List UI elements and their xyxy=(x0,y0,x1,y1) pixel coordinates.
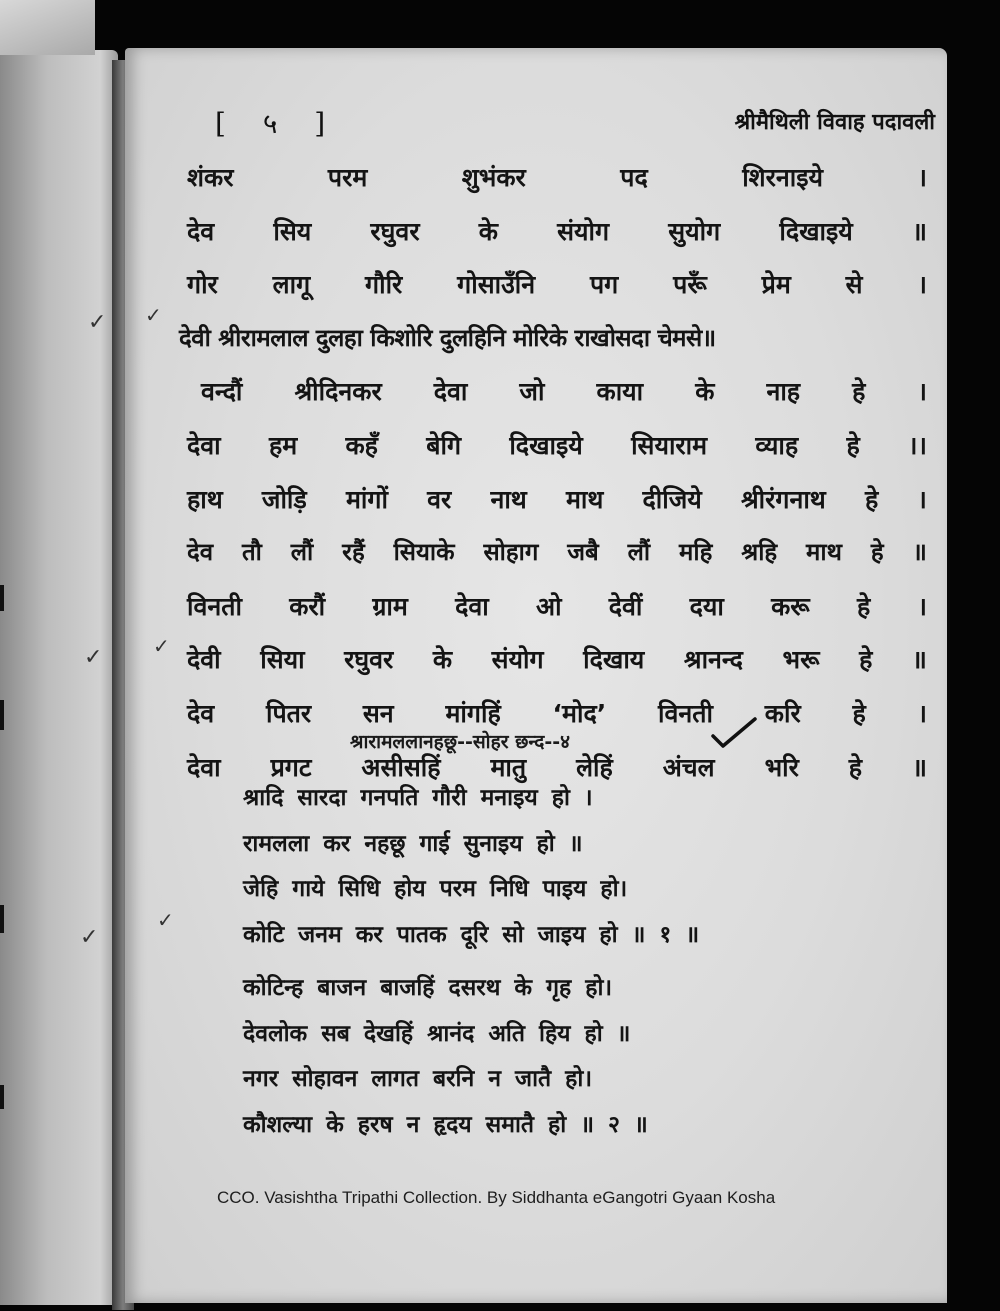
verse-word: परूँ xyxy=(673,270,707,300)
verse-word: वन्दौं xyxy=(201,377,243,407)
verse-danda: । xyxy=(917,698,927,728)
verse-word: गोसाउँनि xyxy=(457,270,536,300)
verse-word: रघुवर xyxy=(370,216,420,246)
verse-line xyxy=(187,589,927,643)
verse-word: पितर xyxy=(265,698,312,728)
margin-pen-mark: ✓ xyxy=(145,303,162,327)
verse-word: हे xyxy=(870,538,884,567)
verse-word: गौरि xyxy=(365,270,403,300)
verse-word: दिखाइये xyxy=(779,216,853,246)
verse-word: नाह xyxy=(766,377,801,407)
verse-word: देवा xyxy=(433,377,468,407)
verse-word: देवा xyxy=(187,430,221,460)
book-page xyxy=(125,48,947,1303)
page-number: [ ५ ] xyxy=(215,107,340,140)
verse-danda: ।। xyxy=(908,430,927,460)
verse-word: ‘मोद’ xyxy=(552,698,607,728)
verse-word: लागू xyxy=(272,270,311,300)
verse-word: जोड़ि xyxy=(261,484,307,514)
verse-word: सन xyxy=(362,698,394,728)
verse-word: के xyxy=(478,216,498,246)
verse-word: हे xyxy=(859,645,873,675)
verse-word: शिरनाइये xyxy=(742,163,824,192)
verse-word: देवा xyxy=(455,591,489,621)
left-facing-page xyxy=(0,50,118,1305)
verse-danda: ॥ xyxy=(912,538,927,567)
verse-word: लौं xyxy=(627,538,651,567)
verse-word: दिखाइये xyxy=(509,430,583,460)
verse-word: पग xyxy=(589,270,619,300)
margin-tick-mark: ✓ xyxy=(84,645,103,670)
verse-word: विनती xyxy=(187,591,242,621)
verse-word: जबै xyxy=(567,538,599,567)
verse-word: लौं xyxy=(290,538,314,567)
verse-word: मांगहिं xyxy=(445,698,501,728)
verse-word: शंकर xyxy=(187,163,234,192)
verse-line xyxy=(187,267,927,321)
verse-word: तौ xyxy=(241,538,262,567)
song-line: नगर सोहावन लागत बरनि न जातै हो। xyxy=(243,1066,593,1092)
verse-word: देवा xyxy=(187,752,221,782)
verse-word: वर xyxy=(427,484,452,514)
verse-word: महि xyxy=(679,538,713,567)
margin-tick-mark: ✓ xyxy=(88,310,107,335)
verse-word: सुयोग xyxy=(668,216,721,246)
song-line: कोटि जनम कर पातक दूरि सो जाइय हो ॥ १ ॥ xyxy=(243,921,700,948)
verse-word: देवी श्रीरामलाल दुलहा किशोरि दुलहिनि मोरिके राखोसदा चेमसे॥ xyxy=(179,323,716,352)
verse-word: हे xyxy=(852,377,866,407)
verse-block xyxy=(179,160,927,803)
verse-word: मांगों xyxy=(345,484,388,514)
verse-danda: । xyxy=(917,270,927,300)
verse-word: असीसहिं xyxy=(361,752,441,782)
verse-word: नाथ xyxy=(490,484,527,514)
verse-word: देव xyxy=(187,698,215,728)
verse-line xyxy=(187,214,927,268)
verse-word: रघुवर xyxy=(344,645,394,675)
verse-line xyxy=(187,642,927,696)
verse-word: के xyxy=(432,645,453,675)
verse-word: हाथ xyxy=(187,484,223,514)
verse-word: करौं xyxy=(289,591,326,621)
verse-word: शुभंकर xyxy=(461,163,526,192)
verse-word: करि xyxy=(764,698,801,728)
verse-danda: । xyxy=(917,377,927,407)
verse-word: संयोग xyxy=(491,645,544,675)
verse-danda: । xyxy=(917,484,927,514)
verse-word: हे xyxy=(852,698,866,728)
verse-line xyxy=(187,160,927,214)
verse-word: हे xyxy=(846,430,860,460)
verse-word: गोर xyxy=(187,270,218,300)
verse-word: माथ xyxy=(806,538,842,567)
verse-word: हे xyxy=(864,484,879,514)
verse-word: सोहाग xyxy=(483,538,539,567)
verse-word: संयोग xyxy=(557,216,610,246)
verse-word: विनती xyxy=(658,698,713,728)
verse-word: भरू xyxy=(782,645,820,675)
verse-line xyxy=(179,321,927,375)
margin-pen-mark: ✓ xyxy=(153,634,170,658)
running-title: श्रीमैथिली विवाह पदावली xyxy=(734,110,935,135)
left-edge-mark xyxy=(0,700,4,730)
verse-word: देवीं xyxy=(608,591,643,621)
song-line: श्रादि सारदा गनपति गौरी मनाइय हो । xyxy=(243,785,593,811)
verse-word: प्रगट xyxy=(270,752,312,782)
verse-word: दीजिये xyxy=(642,484,702,514)
song-line: जेहि गाये सिधि होय परम निधि पाइय हो। xyxy=(243,876,628,902)
left-page-corner xyxy=(0,0,95,55)
section-heading: श्रारामललानहछू--सोहर छन्द--४ xyxy=(350,731,571,753)
verse-word: देव xyxy=(187,538,214,567)
verse-line xyxy=(187,428,927,482)
verse-word: व्याह xyxy=(755,430,799,460)
verse-word: जो xyxy=(519,377,545,407)
verse-line xyxy=(187,482,927,536)
left-edge-mark xyxy=(0,585,4,611)
stanza-gap xyxy=(243,962,803,970)
song-line: कोटिन्ह बाजन बाजहिं दसरथ के गृह हो। xyxy=(243,975,613,1001)
verse-word: लेहिं xyxy=(576,752,613,782)
verse-word: श्रीदिनकर xyxy=(294,377,382,407)
verse-word: दिखाय xyxy=(583,645,645,675)
verse-danda: ॥ xyxy=(911,216,927,246)
verse-line xyxy=(187,374,927,428)
left-edge-mark xyxy=(0,905,4,933)
verse-word: के xyxy=(695,377,715,407)
verse-danda: ॥ xyxy=(911,752,927,782)
verse-danda: । xyxy=(917,591,927,621)
verse-word: बेगि xyxy=(426,430,462,460)
verse-word: दया xyxy=(689,591,724,621)
verse-word: देव xyxy=(187,216,215,246)
verse-word: परम xyxy=(327,163,368,192)
verse-word: अंचल xyxy=(662,752,715,782)
verse-word: प्रेम xyxy=(761,270,791,300)
margin-pen-mark: ✓ xyxy=(157,908,174,932)
verse-word: हम xyxy=(268,430,298,460)
verse-word: पद xyxy=(620,163,648,192)
verse-word: करू xyxy=(771,591,810,621)
checkmark-icon xyxy=(710,716,758,750)
verse-word: सिया xyxy=(260,645,305,675)
margin-tick-mark: ✓ xyxy=(80,925,99,950)
verse-word: देवी xyxy=(187,645,221,675)
verse-word: सिय xyxy=(273,216,312,246)
verse-word: सियाराम xyxy=(631,430,708,460)
song-line: कौशल्या के हरष न हृदय समातै हो ॥ २ ॥ xyxy=(243,1111,648,1138)
verse-word: ग्राम xyxy=(372,591,408,621)
verse-word: रहैं xyxy=(342,538,365,567)
left-edge-mark xyxy=(0,1085,4,1109)
song-line: देवलोक सब देखहिं श्रानंद अति हिय हो ॥ xyxy=(243,1020,631,1047)
verse-word: ओ xyxy=(535,591,562,621)
song-line: रामलला कर नहछू गाई सुनाइय हो ॥ xyxy=(243,830,583,857)
verse-line xyxy=(187,535,927,589)
sohar-song-block xyxy=(243,780,803,1152)
verse-word: काया xyxy=(596,377,644,407)
verse-danda: । xyxy=(917,163,927,192)
verse-word: मातु xyxy=(490,752,527,782)
verse-word: हे xyxy=(848,752,863,782)
verse-word: श्रीरंगनाथ xyxy=(740,484,826,514)
verse-word: भरि xyxy=(764,752,799,782)
verse-word: माथ xyxy=(565,484,604,514)
collection-watermark: CCO. Vasishtha Tripathi Collection. By Siddhanta eGangotri Gyaan Kosha xyxy=(217,1188,776,1207)
verse-word: कहँ xyxy=(345,430,378,460)
verse-danda: ॥ xyxy=(911,645,927,675)
page-header xyxy=(215,104,935,144)
verse-word: सियाके xyxy=(393,538,455,567)
verse-word: से xyxy=(845,270,863,300)
verse-word: हे xyxy=(856,591,871,621)
verse-word: श्रानन्द xyxy=(683,645,743,675)
verse-word: श्रहि xyxy=(741,538,778,567)
